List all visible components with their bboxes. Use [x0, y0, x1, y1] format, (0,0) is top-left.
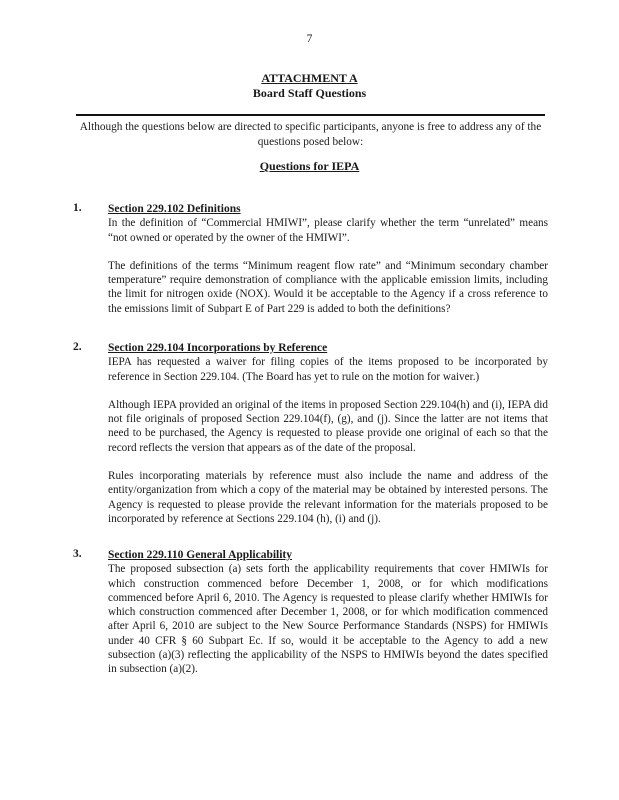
item-number: 2. [73, 341, 82, 353]
item-title: Section 229.102 Definitions [108, 203, 241, 215]
item-paragraph: Rules incorporating materials by reference must also include the name and address of the entity/organization from which a copy of the material may be obtained by interested persons. The Agency is requested to please provide the relevant information for the materials proposed to be incorporated by reference at Sections 229.104 (h), (i) and (j). [108, 470, 548, 525]
item-title: Section 229.110 General Applicability [108, 549, 293, 561]
item-number: 1. [73, 202, 82, 214]
horizontal-rule [76, 114, 545, 116]
item-number: 3. [73, 548, 82, 560]
item-paragraph: Although IEPA provided an original of the items in proposed Section 229.104(h) and (i), IEPA did not file originals of proposed Section 229.104(f), (g), and (j). Since the latter are not items that need to be purchased, the Agency is requested to please provide one original of each so that the record reflects the version that appears as of the date of the proposal. [108, 398, 548, 454]
attachment-title: ATTACHMENT A [261, 71, 358, 85]
item-paragraph: IEPA has requested a waiver for filing copies of the items proposed to be incorporated by reference in Section 229.104. (The Board has yet to rule on the motion for waiver.) [108, 356, 548, 383]
item-paragraph: In the definition of “Commercial HMIWI”, please clarify whether the term “unrelated” means “not owned or operated by the owner of the HMIWI”. [108, 217, 548, 244]
item-paragraph: The proposed subsection (a) sets forth the applicability requirements that cover HMIWIs for which construction commenced before December 1, 2008, or for which modifications commenced before April 6, 2010. The Agency is requested to please clarify whether HMIWIs for which construction commenced after December 1, 2008, or for which modification commenced after April 6, 2010 are subject to the New Source Performance Standards (NSPS) for HMIWIs under 40 CFR § 60 Subpart Ec. If so, would it be acceptable to the Agency to add a new subsection (a)(3) reflecting the applicability of the NSPS to HMIWIs beyond the dates specified in subsection (a)(2). [108, 563, 548, 676]
intro-text: Although the questions below are directed to specific participants, anyone is free to address any of the questions posed below: [79, 121, 542, 148]
attachment-subtitle: Board Staff Questions [252, 86, 367, 100]
questions-heading: Questions for IEPA [259, 159, 360, 173]
item-paragraph: The definitions of the terms “Minimum reagent flow rate” and “Minimum secondary chamber temperature” require demonstration of compliance with the applicable emission limits, including the limit for nitrogen oxide (NOX). Would it be acceptable to the Agency if a cross reference to the emissions limit of Subpart E of Part 229 is added to both the definitions? [108, 259, 548, 315]
item-title: Section 229.104 Incorporations by Reference [108, 342, 328, 354]
page-number: 7 [306, 33, 313, 45]
